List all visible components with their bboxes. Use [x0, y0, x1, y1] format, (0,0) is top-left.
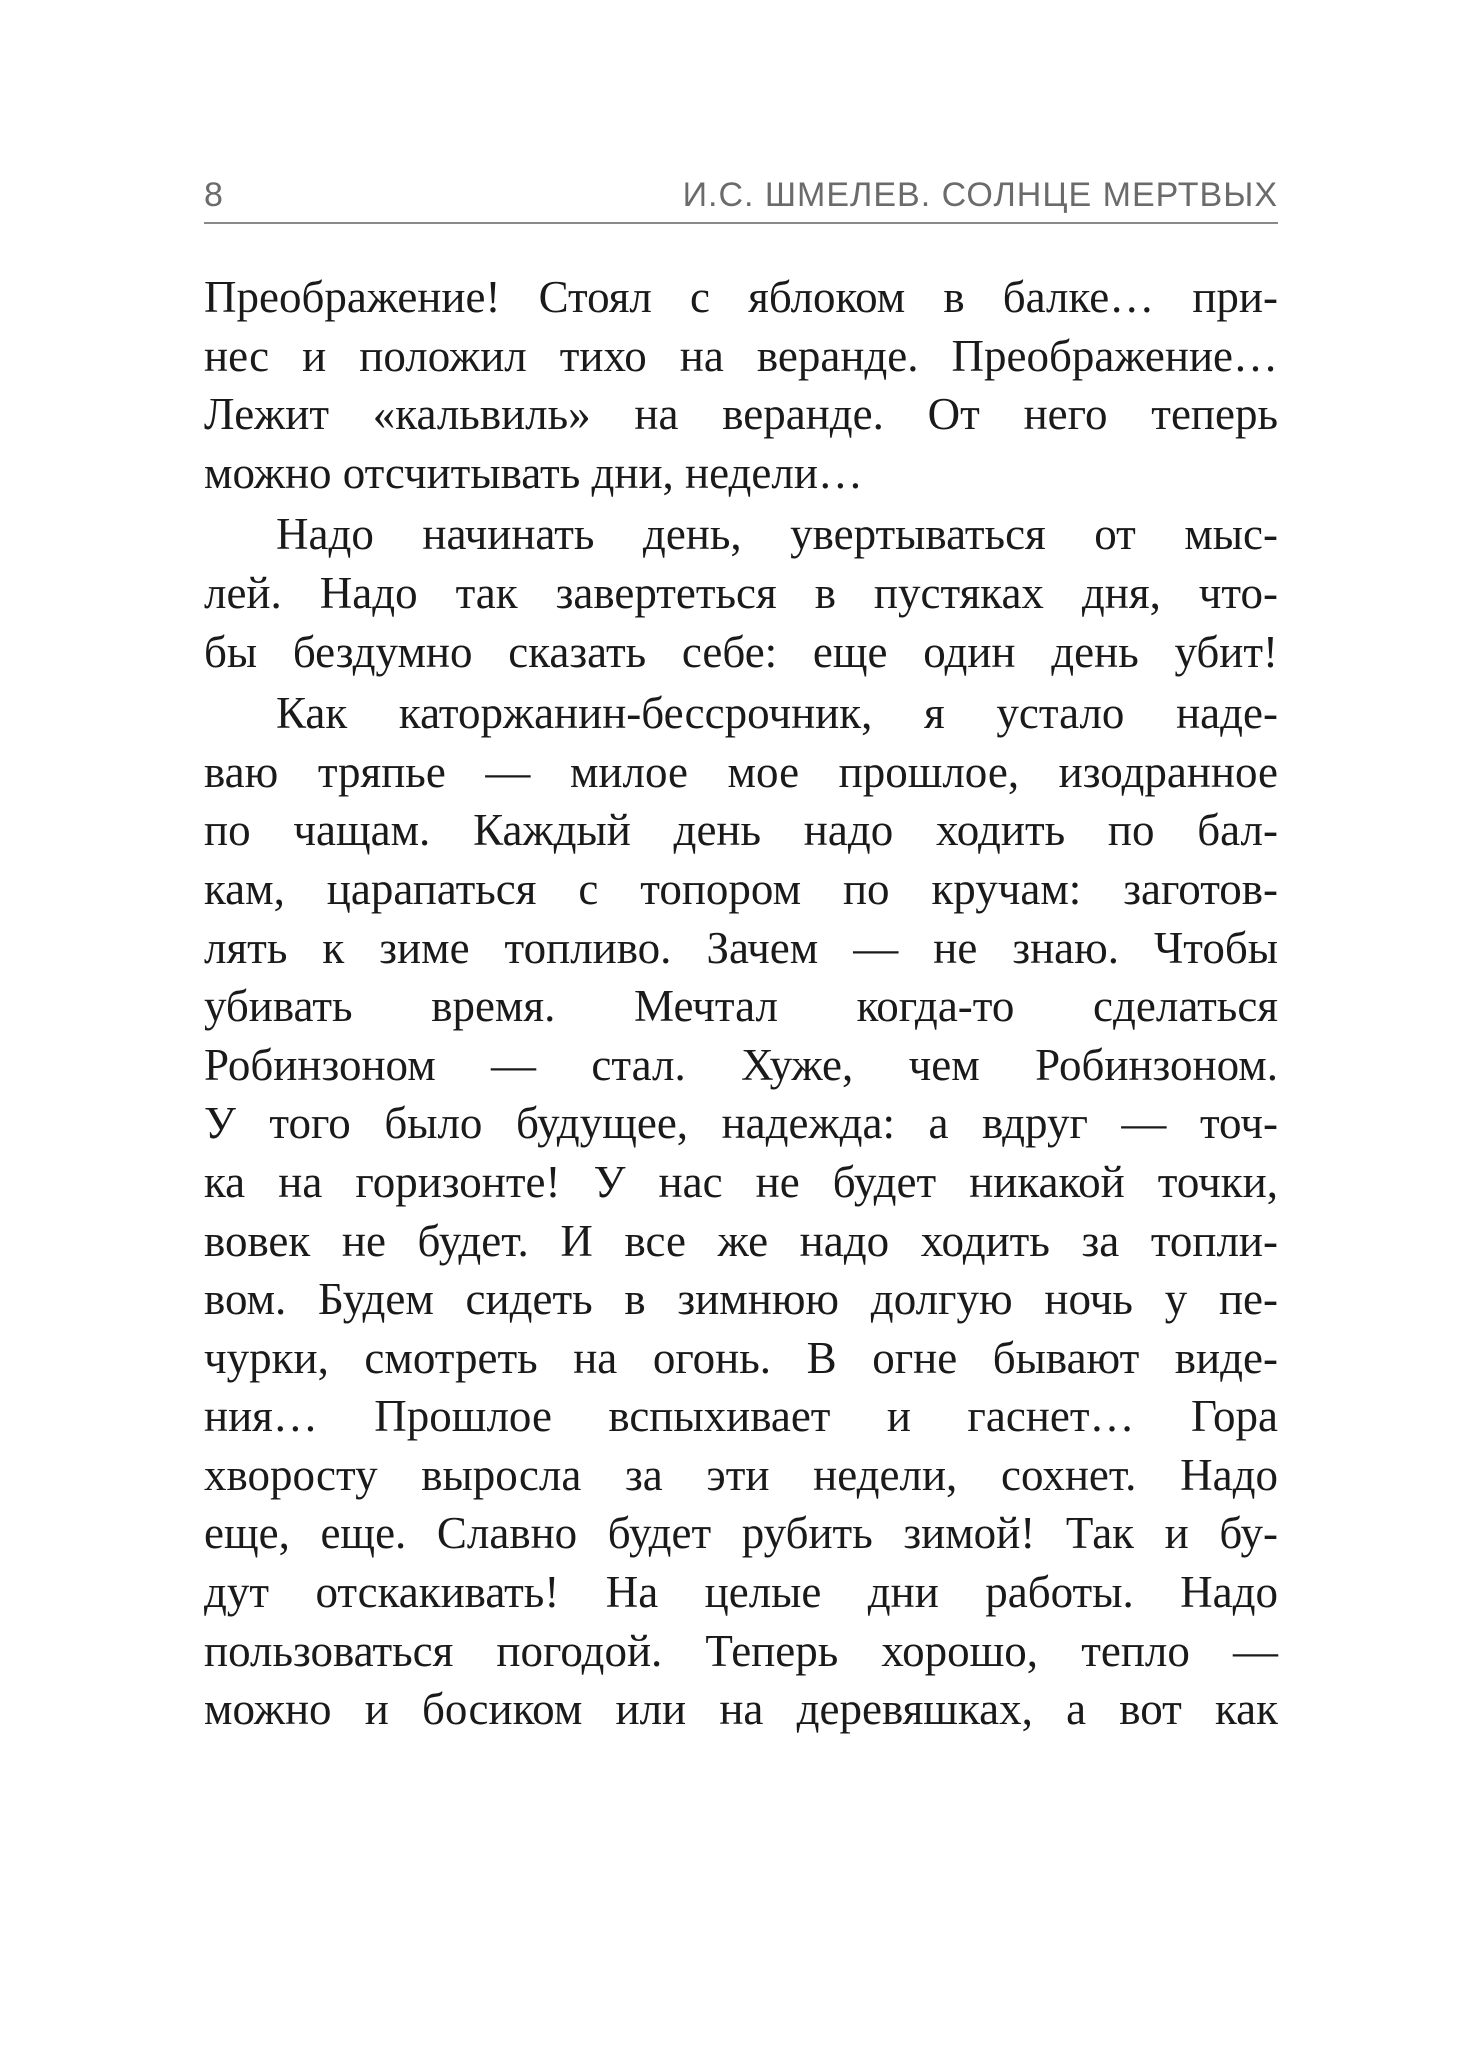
running-header — [204, 170, 1278, 218]
paragraph-3 — [204, 684, 1278, 1739]
paragraph-1 — [204, 268, 1278, 502]
page-number: 8 — [204, 176, 224, 214]
text-line: еще, еще. Славно будет рубить зимой! Так и бу- — [204, 1508, 1278, 1559]
text-line: вовек не будет. И все же надо ходить за топли- — [204, 1215, 1278, 1266]
text-line: хворосту выросла за эти недели, сохнет. Надо — [204, 1449, 1278, 1500]
text-line: У того было будущее, надежда: а вдруг — точ- — [204, 1098, 1278, 1149]
text-line: Как каторжанин-бессрочник, я устало наде- — [276, 688, 1278, 739]
text-line: чурки, смотреть на огонь. В огне бывают виде- — [204, 1332, 1278, 1383]
text-line: кам, царапаться с топором по кручам: заготов- — [204, 863, 1278, 914]
header-rule — [204, 222, 1278, 224]
text-line: можно и босиком или на деревяшках, а вот как — [204, 1684, 1278, 1735]
text-line: Преображение! Стоял с яблоком в балке… при- — [204, 272, 1278, 322]
text-line: вом. Будем сидеть в зимнюю долгую ночь у пе- — [204, 1274, 1278, 1325]
text-line: ваю тряпье — милое мое прошлое, изодранное — [204, 746, 1278, 797]
body-text — [204, 268, 1278, 1742]
paragraph-2 — [204, 505, 1278, 681]
text-line: лей. Надо так завертеться в пустяках дня, что- — [204, 567, 1278, 618]
text-line: Робинзоном — стал. Хуже, чем Робинзоном. — [204, 1039, 1278, 1090]
text-line: дут отскакивать! На целые дни работы. Надо — [204, 1567, 1278, 1618]
text-line: Надо начинать день, увертываться от мыс- — [276, 509, 1278, 560]
text-line: ния… Прошлое вспыхивает и гаснет… Гора — [204, 1391, 1278, 1442]
text-line: бы бездумно сказать себе: еще один день убит! — [204, 626, 1278, 677]
text-line: нес и положил тихо на веранде. Преображение… — [204, 330, 1278, 381]
text-line: убивать время. Мечтал когда-то сделаться — [204, 981, 1278, 1032]
running-title: И.С. ШМЕЛЕВ. СОЛНЦЕ МЕРТВЫХ — [682, 176, 1278, 214]
text-line: пользоваться погодой. Теперь хорошо, тепло — — [204, 1625, 1278, 1676]
text-line: по чащам. Каждый день надо ходить по бал- — [204, 805, 1278, 856]
text-line: можно отсчитывать дни, недели… — [204, 447, 863, 498]
text-line: ка на горизонте! У нас не будет никакой точки, — [204, 1156, 1278, 1207]
text-line: лять к зиме топливо. Зачем — не знаю. Чтобы — [204, 922, 1278, 973]
text-line: Лежит «кальвиль» на веранде. От него теперь — [204, 389, 1278, 440]
